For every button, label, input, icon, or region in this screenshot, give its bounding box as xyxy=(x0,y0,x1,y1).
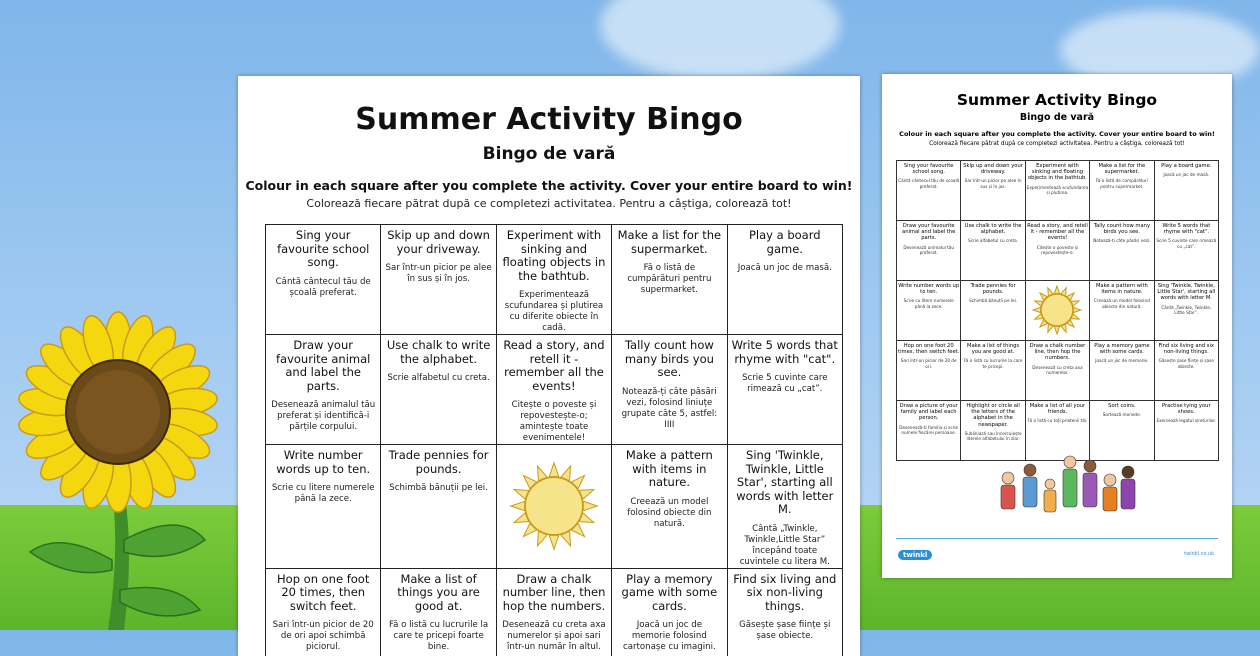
activity-text-ro: Fă o listă cu lucrurile la care te pricepi. xyxy=(963,358,1023,369)
bingo-square xyxy=(266,335,381,445)
activity-text: Play a board game. xyxy=(749,228,821,256)
bingo-square xyxy=(1025,341,1089,401)
bingo-square xyxy=(1154,401,1218,461)
activity-text: Use chalk to write the alphabet. xyxy=(964,223,1022,236)
activity-text: Write 5 words that rhyme with "cat". xyxy=(1162,223,1211,236)
bingo-square xyxy=(496,568,611,656)
bingo-square xyxy=(961,281,1025,341)
activity-text-ro: Cântă „Twinkle, Twinkle,Little Star” începând toate cuvintele cu litera M. xyxy=(739,523,830,567)
activity-text: Draw your favourite animal and label the parts. xyxy=(902,223,956,242)
brand-logo: twinkl xyxy=(898,550,932,560)
activity-text-ro: Scrie cu litere numerele până la zece. xyxy=(271,483,375,504)
activity-text: Practise tying your shoes. xyxy=(1161,403,1211,416)
bingo-square xyxy=(897,221,961,281)
bingo-sheet-large xyxy=(238,76,860,656)
bingo-square xyxy=(1025,161,1089,221)
bingo-square xyxy=(381,335,496,445)
bingo-square xyxy=(612,225,727,335)
bingo-square xyxy=(1154,221,1218,281)
bingo-row xyxy=(266,335,843,445)
activity-text: Play a memory game with some cards. xyxy=(621,571,718,613)
activity-text-ro: Sar într-un picior pe alee în sus și în jos. xyxy=(964,178,1022,189)
activity-text-ro: Sortează monede. xyxy=(1102,412,1141,418)
bingo-square xyxy=(381,225,496,335)
activity-text-ro: Scrie 5 cuvinte care rimează cu „cat”. xyxy=(742,373,828,394)
bingo-row xyxy=(897,341,1219,401)
activity-text: Read a story, and retell it - remember all the events! xyxy=(503,338,605,393)
bingo-square xyxy=(612,568,727,656)
bingo-square xyxy=(727,225,842,335)
activity-text: Write number words up to ten. xyxy=(276,448,371,476)
bingo-square xyxy=(727,445,842,569)
activity-text-ro: Schimbă bănuții pe lei. xyxy=(969,298,1018,304)
activity-text: Trade pennies for pounds. xyxy=(970,283,1016,296)
sun-icon xyxy=(509,461,599,551)
bingo-grid xyxy=(896,160,1219,461)
activity-text-ro: Fă o listă cu lucrurile la care te pricepi foarte bine. xyxy=(388,620,489,652)
activity-text-ro: Scrie cu litere numerele până la zece. xyxy=(903,298,954,309)
bingo-square xyxy=(1025,281,1089,341)
page-title: Summer Activity Bingo xyxy=(956,91,1158,109)
activity-text: Tally count how many birds you see. xyxy=(1093,223,1151,236)
bingo-row xyxy=(266,225,843,335)
activity-text-ro: Găsește șase ființe și șase obiecte. xyxy=(1158,358,1214,369)
bingo-square xyxy=(496,335,611,445)
activity-text: Use chalk to write the alphabet. xyxy=(386,338,491,366)
bingo-square xyxy=(1090,161,1154,221)
activity-text-ro: Fă o listă de cumpărături pentru supermarket. xyxy=(1095,178,1148,189)
activity-text: Write 5 words that rhyme with "cat". xyxy=(731,338,838,366)
bingo-square xyxy=(1154,341,1218,401)
bingo-square xyxy=(961,341,1025,401)
bingo-square xyxy=(1154,161,1218,221)
bingo-row xyxy=(266,445,843,569)
activity-text: Make a list of things you are good at. xyxy=(967,343,1020,356)
activity-text-ro: Desenează cu creta axa numerelor. xyxy=(1032,364,1083,375)
footer-divider xyxy=(896,538,1218,539)
activity-text-ro: Schimbă bănuții pe lei. xyxy=(389,483,488,493)
activity-text-ro: Experimentează scufundarea și plutirea cu diferite obiecte în cadă. xyxy=(504,290,604,333)
activity-text-ro: Citește o poveste și repovestește-o. xyxy=(1036,244,1079,255)
activity-text-ro: Găsește șase ființe și șase obiecte. xyxy=(739,620,831,641)
activity-text: Make a pattern with items in nature. xyxy=(1095,283,1148,296)
bingo-square xyxy=(266,445,381,569)
bingo-square xyxy=(612,335,727,445)
activity-text: Make a list of things you are good at. xyxy=(397,571,480,613)
activity-text: Make a pattern with items in nature. xyxy=(625,448,713,489)
bingo-row xyxy=(897,221,1219,281)
bingo-square xyxy=(1090,221,1154,281)
bingo-square xyxy=(496,445,611,569)
bingo-square xyxy=(1090,281,1154,341)
activity-text: Experiment with sinking and floating objects in the bathtub. xyxy=(1028,163,1087,182)
bingo-square xyxy=(897,341,961,401)
instructions: Colour in each square after you complete the activity. Cover your entire board to win! xyxy=(245,178,853,193)
activity-text-ro: Creează un model folosind obiecte din natură. xyxy=(1093,298,1150,309)
bingo-square xyxy=(961,161,1025,221)
activity-text: Play a board game. xyxy=(1161,163,1212,169)
bingo-grid xyxy=(265,224,843,656)
bingo-square xyxy=(897,161,961,221)
activity-text-ro: Desenează animalul tău preferat. xyxy=(903,244,955,255)
activity-text: Draw a picture of your family and label each person. xyxy=(899,403,958,422)
activity-text: Draw a chalk number line, then hop the numbers. xyxy=(1029,343,1086,362)
activity-text-ro: Notează-ți câte păsări vezi, folosind liniuțe grupate câte 5, astfel: ⵏⵏⵏⵏ xyxy=(621,386,718,430)
bingo-square xyxy=(727,568,842,656)
bingo-sheet-small xyxy=(882,74,1232,578)
activity-text-ro: Cântă cântecul tău de școală preferat. xyxy=(898,178,960,189)
activity-text-ro: Fă o listă de cumpărături pentru supermarket. xyxy=(627,263,712,295)
activity-text-ro: Scrie alfabetul cu creta. xyxy=(387,373,490,383)
bingo-square xyxy=(381,568,496,656)
children-illustration xyxy=(988,440,1138,534)
activity-text-ro: Sari într-un picior de 20 de ori apoi schimbă piciorul. xyxy=(272,620,374,652)
activity-text: Sing 'Twinkle, Twinkle, Little Star', starting all words with letter M. xyxy=(1157,283,1216,302)
sun-icon xyxy=(1032,285,1082,335)
activity-text: Find six living and six non-living things. xyxy=(1158,343,1214,356)
bingo-square xyxy=(266,225,381,335)
activity-text: Draw your favourite animal and label the parts. xyxy=(276,338,371,393)
bingo-square xyxy=(897,281,961,341)
instructions-ro: Colorează fiecare pătrat după ce completezi activitatea. Pentru a câștiga, colorează tot! xyxy=(306,197,792,210)
activity-text: Hop on one foot 20 times, then switch feet. xyxy=(277,571,370,613)
activity-text-ro: Joacă un joc de memorie folosind cartonașe cu imagini. xyxy=(623,620,716,652)
activity-text: Skip up and down your driveway. xyxy=(963,163,1023,176)
bingo-square xyxy=(1025,221,1089,281)
activity-text: Experiment with sinking and floating objects in the bathtub. xyxy=(502,228,606,283)
bingo-square xyxy=(1154,281,1218,341)
page-subtitle: Bingo de vară xyxy=(1019,112,1095,123)
activity-text-ro: Subliniază sau încercuiește literele alfabetului în ziar. xyxy=(964,430,1022,442)
activity-text: Skip up and down your driveway. xyxy=(387,228,490,256)
activity-text: Sing your favourite school song. xyxy=(277,228,370,269)
activity-text: Find six living and six non-living things. xyxy=(733,571,837,613)
bingo-square xyxy=(266,568,381,656)
bingo-row xyxy=(897,161,1219,221)
activity-text-ro: Joacă un joc de memorie. xyxy=(1095,358,1149,364)
activity-text: Draw a chalk number line, then hop the numbers. xyxy=(502,571,606,613)
activity-text-ro: Citește o poveste și repovestește-o; amintește toate evenimentele! xyxy=(511,400,597,443)
bingo-square xyxy=(897,401,961,461)
bingo-square xyxy=(961,221,1025,281)
instructions: Colour in each square after you complete the activity. Cover your entire board to win! xyxy=(899,130,1215,138)
activity-text-ro: Sari într-un picior de 20 de ori. xyxy=(900,358,957,369)
bingo-row xyxy=(897,281,1219,341)
activity-text-ro: Fă o listă cu toți prietenii tăi. xyxy=(1027,418,1088,424)
bingo-row xyxy=(266,568,843,656)
activity-text: Make a list of all your friends. xyxy=(1029,403,1086,416)
activity-text-ro: Creează un model folosind obiecte din natură. xyxy=(627,496,712,529)
activity-text-ro: Desenează animalul tău preferat și identifică-i părțile corpului. xyxy=(271,400,376,432)
activity-text-ro: Experimentează scufundarea și plutirea. xyxy=(1026,184,1089,195)
page-subtitle: Bingo de vară xyxy=(482,144,616,164)
activity-text: Hop on one foot 20 times, then switch feet. xyxy=(898,343,960,356)
cloud xyxy=(600,0,840,80)
activity-text-ro: Exersează legatul șireturilor. xyxy=(1156,418,1217,424)
activity-text-ro: Notează-ți câte păsări vezi. xyxy=(1093,238,1151,244)
page-title: Summer Activity Bingo xyxy=(355,102,743,137)
activity-text-ro: Sar într-un picior pe alee în sus și în jos. xyxy=(385,263,492,284)
activity-text: Play a memory game with some cards. xyxy=(1094,343,1150,356)
activity-text: Sort coins. xyxy=(1108,403,1136,409)
bingo-square xyxy=(496,225,611,335)
footer-url: twinkl.co.uk xyxy=(1184,551,1214,557)
sunflower-illustration xyxy=(0,290,240,630)
activity-text: Tally count how many birds you see. xyxy=(624,338,714,379)
bingo-square xyxy=(381,445,496,569)
activity-text-ro: Cântă „Twinkle, Twinkle, Little Star”. xyxy=(1161,304,1212,315)
bingo-square xyxy=(1090,341,1154,401)
activity-text-ro: Joacă un joc de masă. xyxy=(737,263,832,273)
activity-text-ro: Joacă un joc de masă. xyxy=(1163,172,1210,178)
activity-text: Sing your favourite school song. xyxy=(903,163,954,176)
activity-text: Make a list for the supermarket. xyxy=(617,228,722,256)
activity-text: Highlight or circle all the letters of the alphabet in the newspaper. xyxy=(966,403,1020,428)
activity-text-ro: Desenează-ți familia și scrie numele fiecărei persoane. xyxy=(899,424,959,435)
instructions-ro: Colorează fiecare pătrat după ce completezi activitatea. Pentru a câștiga, colorează tot! xyxy=(929,141,1185,147)
bingo-square xyxy=(727,335,842,445)
activity-text-ro: Scrie 5 cuvinte care rimează cu „cat”. xyxy=(1156,238,1217,249)
activity-text-ro: Desenează cu creta axa numerelor și apoi sari într-un număr în altul. xyxy=(502,620,606,652)
activity-text: Sing 'Twinkle, Twinkle, Little Star', starting all words with letter M. xyxy=(736,448,834,516)
bingo-square xyxy=(612,445,727,569)
activity-text: Make a list for the supermarket. xyxy=(1098,163,1146,176)
activity-text: Write number words up to ten. xyxy=(898,283,960,296)
activity-text: Trade pennies for pounds. xyxy=(388,448,489,476)
activity-text-ro: Scrie alfabetul cu creta. xyxy=(968,238,1019,244)
activity-text-ro: Cântă cântecul tău de școală preferat. xyxy=(275,276,371,298)
activity-text: Read a story, and retell it - remember all the events! xyxy=(1027,223,1088,242)
